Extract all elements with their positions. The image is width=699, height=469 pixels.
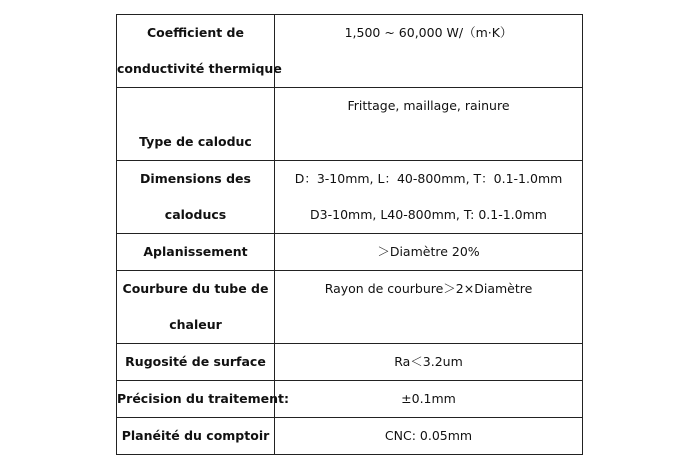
table-row	[117, 418, 583, 455]
row-label: Précision du traitement:	[117, 391, 289, 406]
value-cell	[275, 418, 583, 455]
row-label: caloducs	[164, 207, 227, 222]
row-label: Rugosité de surface	[125, 354, 266, 369]
table-row	[117, 15, 583, 88]
table-row	[117, 161, 583, 234]
label-cell	[117, 381, 289, 418]
row-label: Courbure du tube de	[122, 281, 269, 296]
row-value: D：3-10mm, L：40-800mm, T：0.1-1.0mm	[294, 171, 563, 186]
value-cell	[275, 88, 583, 161]
value-cell	[275, 161, 583, 234]
table-row	[117, 344, 583, 381]
table-row	[117, 381, 583, 418]
label-cell	[117, 161, 275, 234]
value-cell	[275, 344, 583, 381]
label-cell	[117, 344, 275, 381]
value-cell	[275, 15, 583, 88]
spec-table	[116, 14, 583, 455]
label-cell	[117, 234, 275, 271]
row-value: Rayon de courbure＞2×Diamètre	[324, 281, 533, 296]
table-row	[117, 234, 583, 271]
row-value: ±0.1mm	[401, 391, 456, 406]
table-row	[117, 88, 583, 161]
row-label: Type de caloduc	[139, 134, 252, 149]
row-label: Dimensions des	[140, 171, 251, 186]
label-cell	[117, 15, 282, 88]
label-cell	[117, 88, 275, 161]
label-cell	[117, 271, 275, 344]
row-label: Planéité du comptoir	[121, 428, 270, 443]
table-row	[117, 271, 583, 344]
row-label: Aplanissement	[143, 244, 248, 259]
row-value: D3-10mm, L40-800mm, T: 0.1-1.0mm	[310, 207, 547, 222]
label-cell	[117, 418, 275, 455]
row-label: Coefficient de	[146, 25, 244, 40]
row-value: CNC: 0.05mm	[384, 428, 473, 443]
value-cell	[275, 234, 583, 271]
value-cell	[275, 381, 583, 418]
row-value: Ra＜3.2um	[394, 354, 463, 369]
row-value: ＞Diamètre 20%	[377, 244, 480, 259]
row-value: 1,500 ~ 60,000 W/（m·K）	[344, 25, 513, 40]
row-label: conductivité thermique	[117, 61, 282, 76]
value-cell	[275, 271, 583, 344]
row-value: Frittage, maillage, rainure	[347, 98, 510, 113]
row-label: chaleur	[169, 317, 222, 332]
